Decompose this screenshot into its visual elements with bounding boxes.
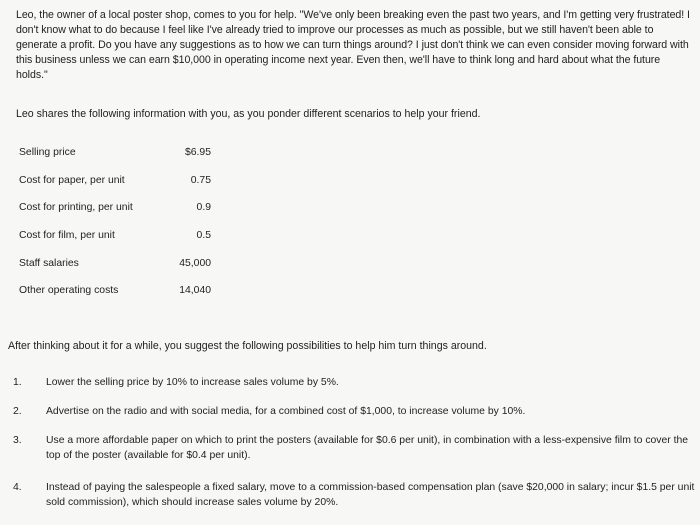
table-row-label: Cost for film, per unit [19, 230, 115, 241]
table-row-label: Cost for printing, per unit [19, 202, 133, 213]
list-item-text: Use a more affordable paper on which to print the posters (available for $0.6 per unit), in combination with a less-expensive film to cover the top of the poster (available for $0.4 per unit). [46, 435, 689, 461]
list-item-number: 1. [13, 377, 22, 388]
table-row-label: Selling price [19, 147, 76, 158]
table-row-value: $6.95 [184, 147, 211, 158]
list-item-number: 4. [13, 482, 22, 493]
list-item-number: 3. [13, 435, 22, 446]
table-row-label: Cost for paper, per unit [19, 175, 125, 186]
table-row-label: Other operating costs [19, 285, 119, 296]
list-item-number: 2. [13, 406, 22, 417]
table-row-value: 0.5 [196, 230, 211, 241]
shares-info-text: Leo shares the following information with you, as you ponder different scenarios to help your friend. [16, 108, 481, 120]
list-item-text: Advertise on the radio and with social media, for a combined cost of $1,000, to increase volume by 10%. [46, 406, 526, 417]
list-item-text: Lower the selling price by 10% to increase sales volume by 5%. [46, 377, 339, 388]
table-row-value: 0.75 [190, 175, 211, 186]
suggestions-intro-text: After thinking about it for a while, you suggest the following possibilities to help him turn things around. [8, 340, 487, 352]
table-row-value: 45,000 [179, 258, 211, 269]
table-row-value: 0.9 [196, 202, 211, 213]
table-row-label: Staff salaries [19, 258, 79, 269]
intro-paragraph: Leo, the owner of a local poster shop, comes to you for help. "We've only been breaking even the past two years, and I'm getting very frustrated! I don't know what to do because I feel like I've already tried to improve our processes as much as possible, but we still haven't been able to generate a profit. Do you have any suggestions as to how we can turn things around? I just don't think we can even consider moving forward with this business unless we can earn $10,000 in operating income next year. Even then, we'll have to think long and hard about what the future holds." [16, 9, 690, 81]
table-row-value: 14,040 [179, 285, 211, 296]
list-item-text: Instead of paying the salespeople a fixed salary, move to a commission-based compensation plan (save $20,000 in salary; incur $1.5 per unit sold commission), which should increase sales volume by 20%. [46, 482, 695, 508]
